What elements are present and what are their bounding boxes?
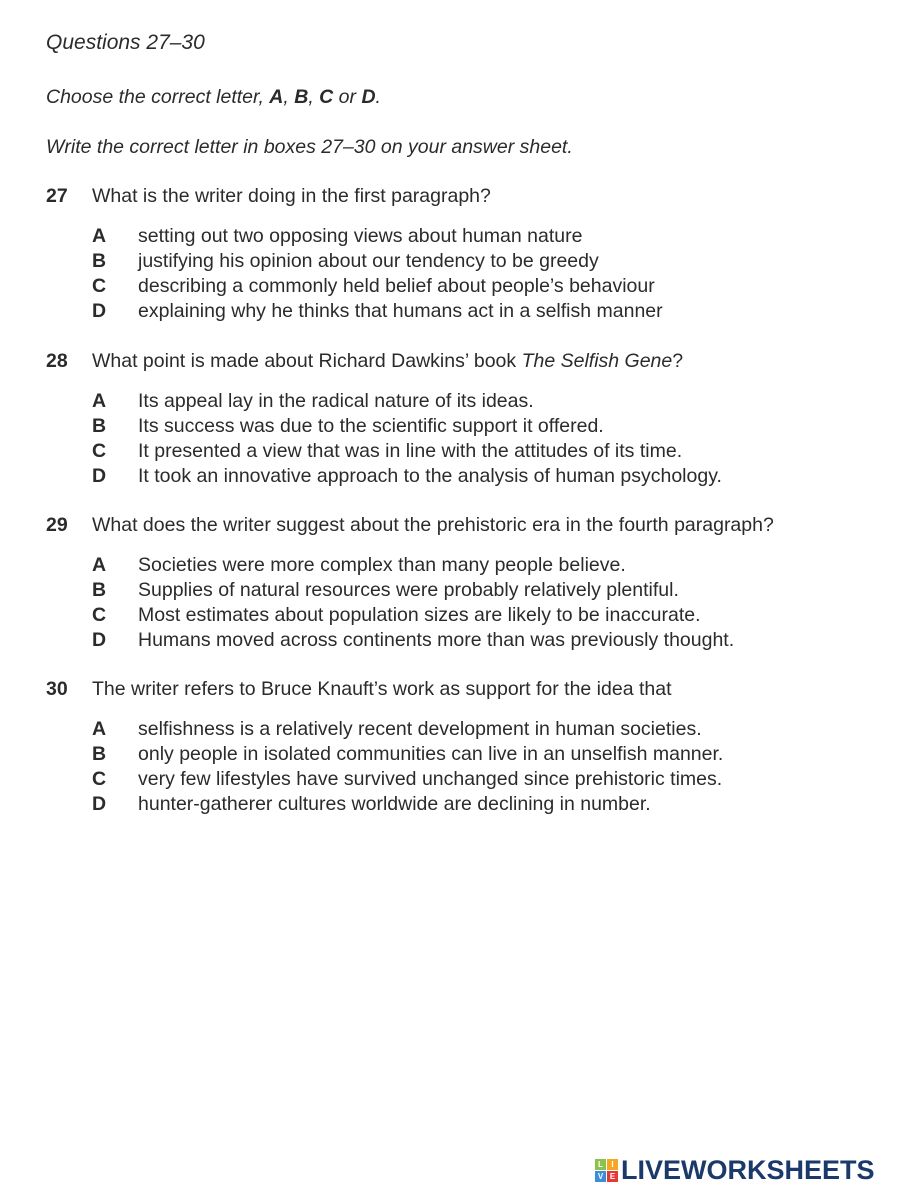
logo-text: LIVEWORKSHEETS [621, 1155, 875, 1185]
question-number: 30 [46, 678, 68, 700]
option-letter: B [92, 415, 107, 437]
option-letter: B [92, 743, 107, 765]
option-text: explaining why he thinks that humans act in a selfish manner [138, 300, 663, 322]
option-letter: D [92, 793, 107, 815]
question-number: 27 [46, 185, 68, 207]
option-letter: A [92, 718, 107, 740]
logo-tile: E [607, 1171, 618, 1182]
option-text: only people in isolated communities can live in an unselfish manner. [138, 743, 724, 765]
question-stem: What is the writer doing in the first paragraph? [92, 185, 491, 207]
logo-tile: I [607, 1159, 618, 1170]
option-letter: C [92, 440, 107, 462]
instruction-text: Choose the correct letter, [46, 86, 270, 108]
question-stem-part: The Selfish Gene [521, 350, 673, 372]
separator: or [333, 86, 362, 108]
option-text: Supplies of natural resources were probably relatively plentiful. [138, 579, 679, 601]
instruction-choose [46, 85, 381, 109]
liveworksheets-logo [595, 1155, 875, 1186]
question-stem-part: What point is made about Richard Dawkins’ book [92, 350, 522, 372]
letter-a: A [269, 86, 284, 108]
letter-d: D [361, 86, 376, 108]
option-text: It took an innovative approach to the analysis of human psychology. [138, 465, 722, 487]
question-stem-part: ? [672, 350, 684, 372]
logo-tiles-icon [595, 1159, 618, 1182]
question-number: 28 [46, 350, 68, 372]
option-text: describing a commonly held belief about people’s behaviour [138, 275, 655, 297]
option-letter: D [92, 465, 107, 487]
option-text: selfishness is a relatively recent development in human societies. [138, 718, 702, 740]
logo-tile: V [595, 1171, 606, 1182]
option-text: Its success was due to the scientific support it offered. [138, 415, 604, 437]
option-text: hunter-gatherer cultures worldwide are declining in number. [138, 793, 651, 815]
letter-c: C [319, 86, 334, 108]
option-letter: A [92, 390, 107, 412]
section-title: Questions 27–30 [46, 31, 205, 54]
question-stem [92, 349, 683, 373]
option-text: It presented a view that was in line with the attitudes of its time. [138, 440, 683, 462]
question-number: 29 [46, 514, 68, 536]
option-letter: B [92, 250, 107, 272]
option-text: Most estimates about population sizes are likely to be inaccurate. [138, 604, 701, 626]
option-text: Societies were more complex than many people believe. [138, 554, 626, 576]
separator: , [283, 86, 295, 108]
logo-tile: L [595, 1159, 606, 1170]
option-text: Its appeal lay in the radical nature of its ideas. [138, 390, 534, 412]
option-letter: C [92, 768, 107, 790]
option-letter: D [92, 300, 107, 322]
option-letter: D [92, 629, 107, 651]
question-stem: What does the writer suggest about the prehistoric era in the fourth paragraph? [92, 514, 774, 536]
separator: , [308, 86, 320, 108]
option-text: justifying his opinion about our tendency to be greedy [138, 250, 599, 272]
option-text: Humans moved across continents more than was previously thought. [138, 629, 735, 651]
option-letter: A [92, 554, 107, 576]
option-letter: C [92, 275, 107, 297]
option-text: very few lifestyles have survived unchanged since prehistoric times. [138, 768, 723, 790]
letter-b: B [294, 86, 309, 108]
option-text: setting out two opposing views about human nature [138, 225, 583, 247]
option-letter: B [92, 579, 107, 601]
option-letter: C [92, 604, 107, 626]
instruction-write: Write the correct letter in boxes 27–30 on your answer sheet. [46, 136, 573, 158]
separator: . [375, 86, 381, 108]
question-stem: The writer refers to Bruce Knauft’s work as support for the idea that [92, 678, 672, 700]
option-letter: A [92, 225, 107, 247]
